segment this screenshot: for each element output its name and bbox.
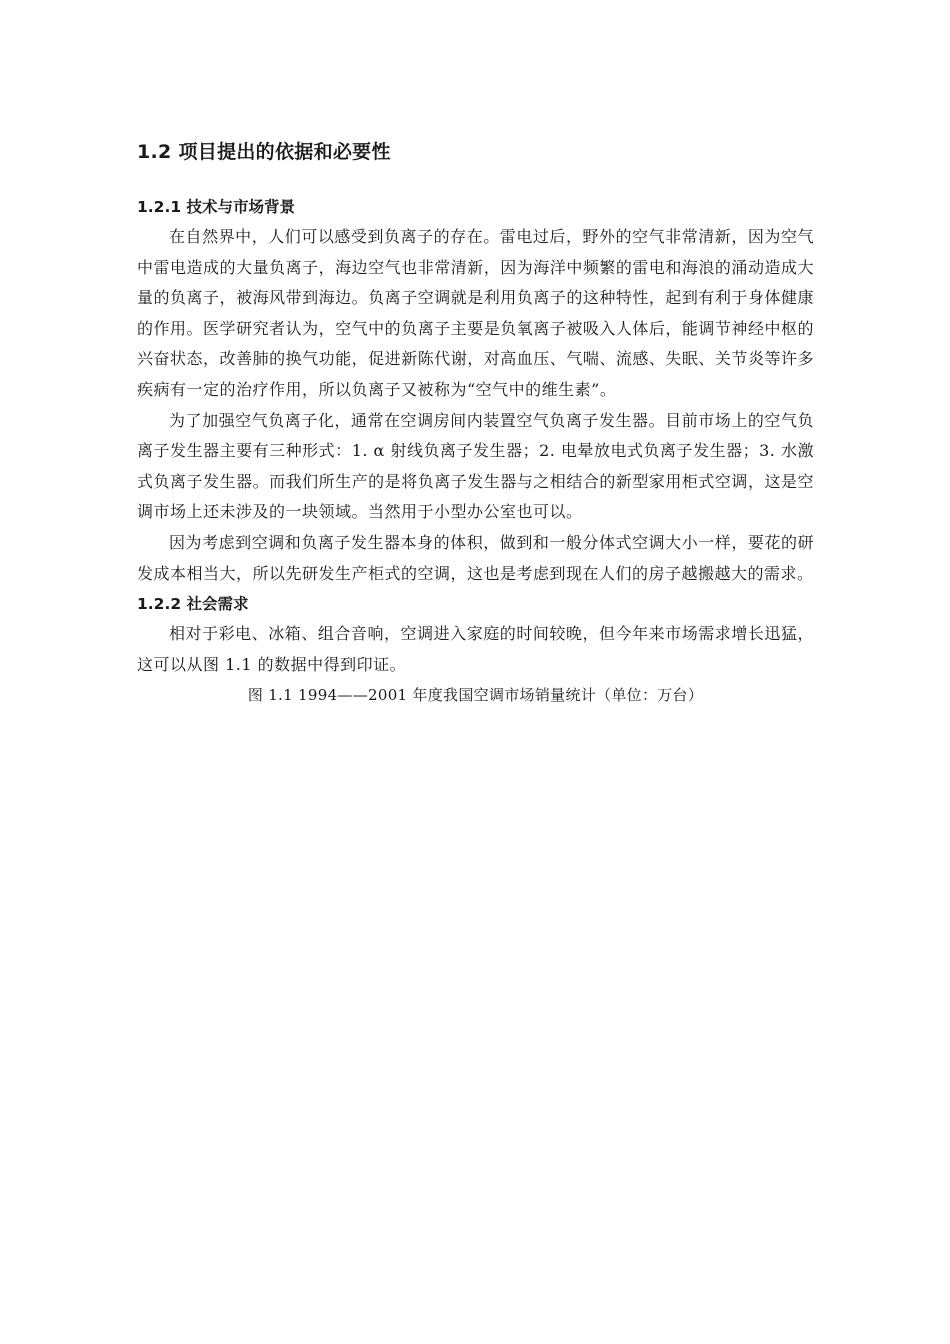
paragraph-cabinet-ac-rationale: 因为考虑到空调和负离子发生器本身的体积，做到和一般分体式空调大小一样，要花的研发成本相当大，所以先研发生产柜式的空调，这也是考虑到现在人们的房子越搬越大的需求。	[137, 532, 814, 583]
section-heading: 1.2 项目提出的依据和必要性	[137, 141, 391, 163]
paragraph-market-demand: 相对于彩电、冰箱、组合音响，空调进入家庭的时间较晚，但今年来市场需求增长迅猛，这可以从图 1.1 的数据中得到印证。	[137, 624, 814, 674]
paragraph-negative-ions-nature: 在自然界中，人们可以感受到负离子的存在。雷电过后，野外的空气非常清新，因为空气中雷电造成的大量负离子，海边空气也非常清新，因为海洋中频繁的雷电和海浪的涌动造成大量的负离子，被海风带到海边。负离子空调就是利用负离子的这种特性，起到有利于身体健康的作用。医学研究者认为，空气中的负离子主要是负氧离子被吸入人体后，能调节神经中枢的兴奋状态，改善肺的换气功能，促进新陈代谢，对高血压、气喘、流感、失眠、关节炎等许多疾病有一定的治疗作用，所以负离子又被称为“空气中的维生素”。	[137, 227, 814, 399]
subsection-heading-market-background: 1.2.1 技术与市场背景	[137, 198, 296, 216]
subsection-heading-social-demand: 1.2.2 社会需求	[137, 595, 249, 614]
paragraph-ion-generator-types: 为了加强空气负离子化，通常在空调房间内装置空气负离子发生器。目前市场上的空气负离子发生器主要有三种形式：1. α 射线负离子发生器；2. 电晕放电式负离子发生器；3. 水激式负离子发生器。而我们所生产的是将负离子发生器与之相结合的新型家用柜式空调，这是空调市场上还未涉及的一块领域。当然用于小型办公室也可以。	[137, 410, 814, 522]
page-content	[137, 138, 814, 710]
figure-caption: 图 1.1 1994——2001 年度我国空调市场销量统计（单位：万台）	[247, 686, 704, 705]
